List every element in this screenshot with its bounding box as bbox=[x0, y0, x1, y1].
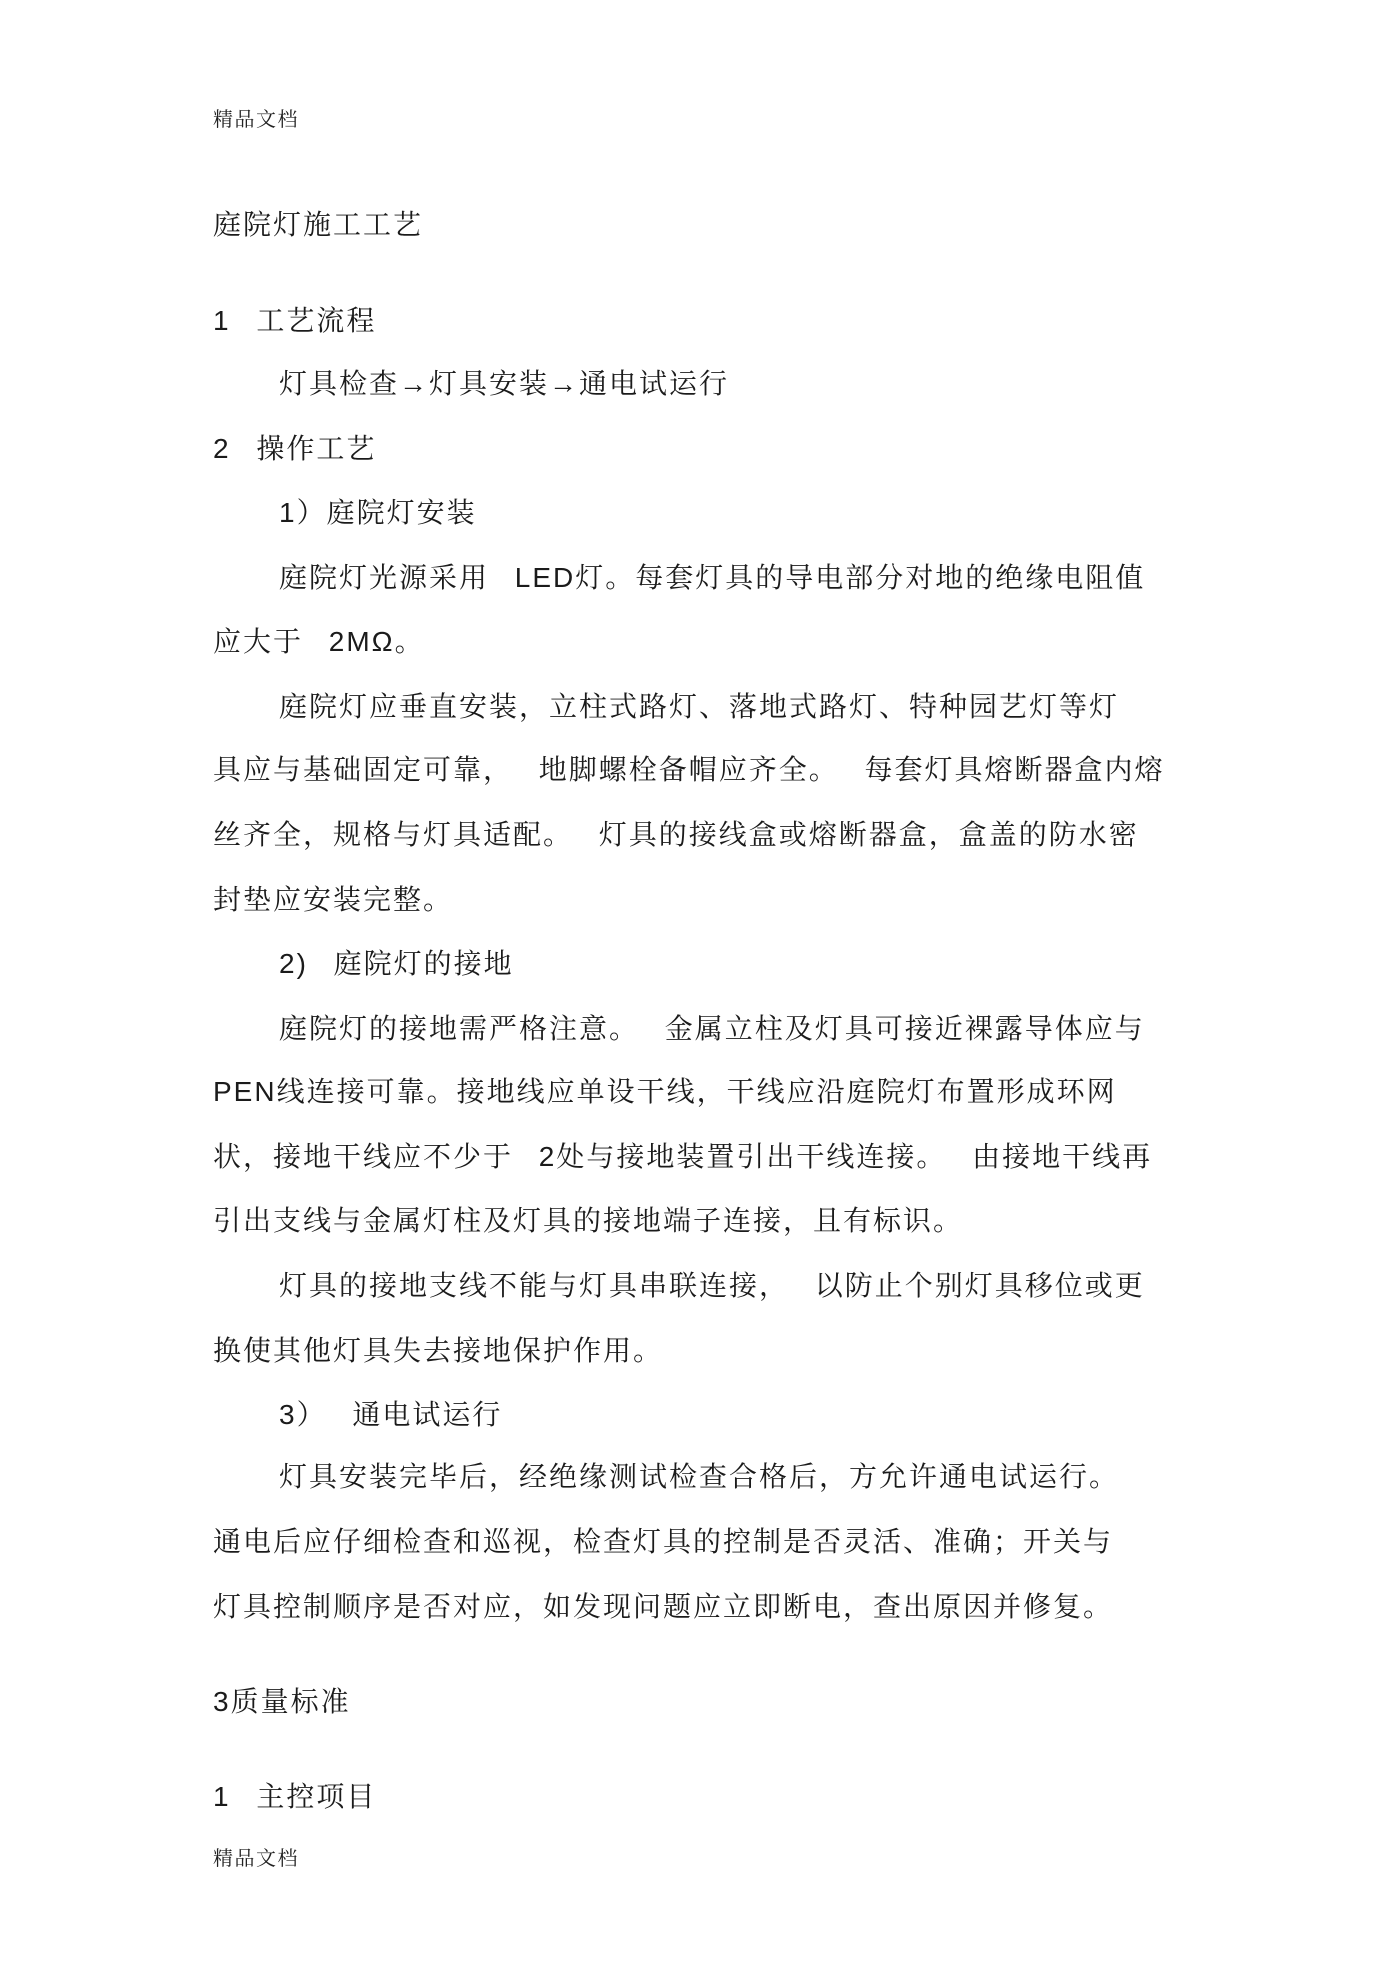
subsection-heading-grounding: 2) 庭院灯的接地 bbox=[279, 948, 514, 979]
paragraph-line: 封垫应安装完整。 bbox=[213, 884, 454, 915]
subsection-heading-installation: 1）庭院灯安装 bbox=[279, 497, 477, 528]
paragraph-line: 灯具的接地支线不能与灯具串联连接， 以防止个别灯具移位或更 bbox=[279, 1270, 1145, 1301]
paragraph-line: 状，接地干线应不少于 2处与接地装置引出干线连接。 由接地干线再 bbox=[213, 1141, 1153, 1172]
paragraph-line: 通电后应仔细检查和巡视，检查灯具的控制是否灵活、准确；开关与 bbox=[213, 1526, 1114, 1557]
document-title: 庭院灯施工工艺 bbox=[213, 209, 424, 240]
page-header: 精品文档 bbox=[213, 109, 299, 131]
section-heading-process-flow: 1 工艺流程 bbox=[213, 305, 377, 336]
paragraph-line: 庭院灯应垂直安装，立柱式路灯、落地式路灯、特种园艺灯等灯 bbox=[279, 691, 1120, 722]
subsection-heading-main-control: 1 主控项目 bbox=[213, 1781, 377, 1812]
subsection-heading-trial-run: 3） 通电试运行 bbox=[279, 1399, 503, 1430]
section-heading-quality: 3质量标准 bbox=[213, 1686, 351, 1717]
paragraph-line: 引出支线与金属灯柱及灯具的接地端子连接，且有标识。 bbox=[213, 1205, 964, 1236]
process-flow-line: 灯具检查→灯具安装→通电试运行 bbox=[279, 368, 730, 399]
paragraph-line: 丝齐全，规格与灯具适配。 灯具的接线盒或熔断器盒，盒盖的防水密 bbox=[213, 819, 1139, 850]
paragraph-line: 庭院灯光源采用 LED灯。每套灯具的导电部分对地的绝缘电阻值 bbox=[279, 562, 1146, 593]
paragraph-line: 换使其他灯具失去接地保护作用。 bbox=[213, 1335, 664, 1366]
section-heading-operation: 2 操作工艺 bbox=[213, 433, 377, 464]
page-footer: 精品文档 bbox=[213, 1848, 299, 1870]
paragraph-line: 应大于 2MΩ。 bbox=[213, 626, 425, 657]
paragraph-line: 灯具控制顺序是否对应，如发现问题应立即断电，查出原因并修复。 bbox=[213, 1591, 1114, 1622]
paragraph-line: PEN线连接可靠。接地线应单设干线，干线应沿庭院灯布置形成环网 bbox=[213, 1076, 1117, 1107]
paragraph-line: 庭院灯的接地需严格注意。 金属立柱及灯具可接近裸露导体应与 bbox=[279, 1013, 1145, 1044]
paragraph-line: 具应与基础固定可靠， 地脚螺栓备帽应齐全。 每套灯具熔断器盒内熔 bbox=[213, 754, 1165, 785]
paragraph-line: 灯具安装完毕后，经绝缘测试检查合格后，方允许通电试运行。 bbox=[279, 1461, 1120, 1492]
